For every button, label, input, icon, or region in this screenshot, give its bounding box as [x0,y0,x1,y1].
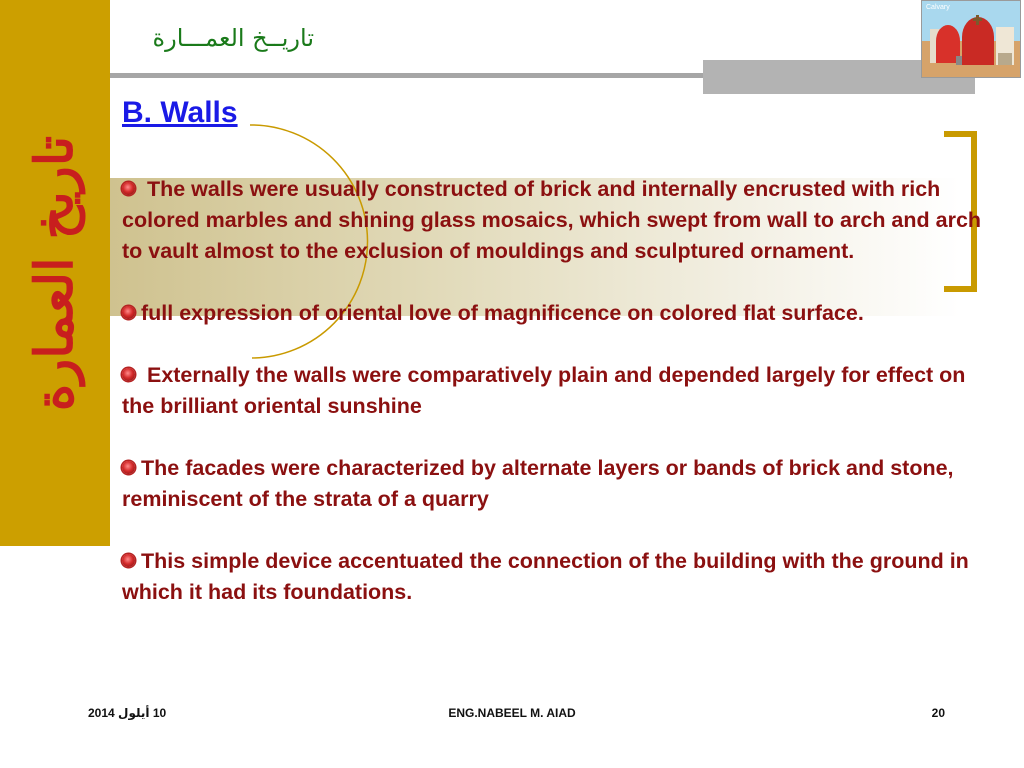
bullet-paragraph: The walls were usually constructed of brick and internally encrusted with rich colored marbles and shining glass mosaics, which swept from wall to arch and arch to vault almost to the exclusion of mouldings and sculptured ornament. [122,177,982,263]
flower-bullet-icon [122,182,135,195]
flower-bullet-icon [122,554,135,567]
footer-page-number: 20 [931,706,945,720]
bullet-paragraph: The facades were characterized by alternate layers or bands of brick and stone, reminiscent of the strata of a quarry [122,456,954,511]
footer-author: ENG.NABEEL M. AIAD [448,706,576,720]
footer-date: 10 أيلول 2014 [88,706,167,720]
thumbnail-image [921,0,1021,78]
slide-heading: B. Walls [122,96,238,129]
flower-bullet-icon [122,306,135,319]
header-title: تاريــخ العمـــارة [152,24,314,52]
bullet-paragraph: This simple device accentuated the connection of the building with the ground in which it had its foundations. [122,549,969,604]
bullet-paragraph: Externally the walls were comparatively plain and depended largely for effect on the brilliant oriental sunshine [122,363,966,418]
flower-bullet-icon [122,368,135,381]
flower-bullet-icon [122,461,135,474]
sidebar-title: تاريخ العمارة [24,135,86,411]
svg-text:Calvary: Calvary [926,4,950,11]
bullet-paragraph: full expression of oriental love of magnificence on colored flat surface. [122,298,990,329]
slide-body [122,174,990,639]
